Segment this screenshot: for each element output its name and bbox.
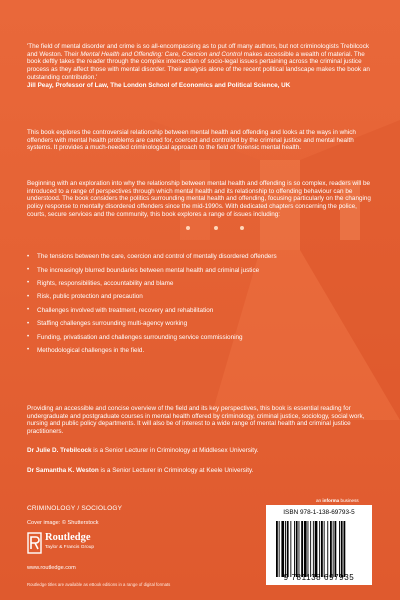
barcode-bar — [294, 521, 295, 577]
author-bio — [27, 467, 372, 475]
barcode-bar — [290, 521, 291, 577]
subject-category: CRIMINOLOGY / SOCIOLOGY — [27, 505, 123, 512]
list-item-text: Methodological challenges in the field. — [37, 346, 145, 354]
barcode-bar — [335, 521, 337, 577]
intro-paragraph — [27, 129, 372, 152]
list-item — [27, 330, 372, 343]
barcode-bar — [327, 521, 328, 577]
ebook-disclaimer: Routledge titles are available as eBook editions in a range of digital formats — [27, 582, 171, 587]
list-item-text: Funding, privatisation and challenges surrounding service commissioning — [37, 333, 243, 341]
list-item — [27, 290, 372, 303]
barcode-bar — [285, 521, 286, 577]
list-item — [27, 344, 372, 357]
author-name: Dr Julie D. Trebilcock — [27, 447, 92, 454]
isbn-number: ISBN 978-1-138-69793-5 — [283, 509, 355, 516]
informa-prefix: an — [316, 498, 323, 503]
bullet-icon: • — [27, 267, 30, 274]
barcode-icon — [275, 521, 367, 577]
publisher-website[interactable]: www.routledge.com — [27, 565, 76, 571]
barcode-bar — [313, 521, 314, 577]
barcode-bar — [315, 521, 318, 577]
bullet-icon: • — [27, 334, 30, 341]
routledge-logo — [27, 532, 117, 562]
informa-brand: informa — [322, 498, 340, 503]
list-item — [27, 304, 372, 317]
list-item — [27, 263, 372, 276]
barcode-bar — [301, 521, 303, 577]
list-item — [27, 277, 372, 290]
bullet-icon: • — [27, 307, 30, 314]
author-bio — [27, 447, 372, 455]
barcode-bar — [304, 521, 307, 577]
author-bio-text: is a Senior Lecturer in Criminology at Middlesex University. — [91, 447, 259, 454]
list-item-text: Rights, responsibilities, accountability and blame — [37, 279, 174, 287]
quote-text — [27, 43, 372, 82]
informa-suffix: business — [339, 498, 359, 503]
author-bio-text: is a Senior Lecturer in Criminology at Keele University. — [98, 467, 254, 474]
endorsement-quote — [27, 43, 372, 89]
barcode-bar — [324, 521, 325, 577]
barcode-bar — [299, 521, 300, 577]
bullet-icon: • — [27, 320, 30, 327]
cover-image-credit: Cover image: © Shutterstock — [27, 520, 99, 526]
quote-book-title: Mental Health and Offending: Care, Coercion and Control — [80, 50, 242, 58]
quote-part-2: makes accessible a wealth of material. The book deftly takes the reader through the complex intersection of socio-legal issues pertaining across the criminal justice process as they affect those with mental disorder. Their analysis alone of the recent political landscape makes the book an outstanding contribution.' — [27, 50, 370, 81]
closing-text: Providing an accessible and concise overview of the field and its key perspectives, this book is essential reading for undergraduate and postgraduate courses in mental health offered by criminology, criminal justice, sociology, social work, nursing and public policy departments. It will also be of interest to a wide range of mental health and criminal justice practitioners. — [27, 405, 365, 436]
barcode-bar — [296, 521, 298, 577]
barcode-bar — [310, 521, 311, 577]
barcode-bar — [333, 521, 334, 577]
barcode-bar — [341, 521, 343, 577]
barcode-bar — [330, 521, 332, 577]
list-item-text: The increasingly blurred boundaries between mental health and criminal justice — [37, 266, 260, 274]
closing-paragraph — [27, 405, 372, 436]
barcode-bar — [321, 521, 323, 577]
list-item-text: The tensions between the care, coercion and control of mentally disordered offenders — [37, 253, 277, 261]
bullet-icon: • — [27, 253, 30, 260]
barcode-bar — [308, 521, 309, 577]
list-item-text: Challenges involved with treatment, recovery and rehabilitation — [37, 306, 214, 314]
barcode-bar — [279, 521, 280, 577]
author-name: Dr Samantha K. Weston — [27, 467, 99, 474]
body-paragraph — [27, 180, 372, 219]
barcode-bar — [281, 521, 284, 577]
barcode-block — [266, 505, 372, 585]
publisher-name: Routledge — [45, 532, 91, 543]
barcode-digits: 9 781138 697935 — [283, 573, 355, 582]
informa-business-tag — [316, 498, 359, 503]
issues-list — [27, 250, 372, 357]
routledge-logo-icon — [27, 532, 42, 554]
intro-text: This book explores the controversial relationship between mental health and offending and looks at the ways in which offenders with mental health problems are cared for, coerced and controlled by the criminal justice and mental health systems. It provides a much-needed criminological approach to the field of forensic mental health. — [27, 129, 356, 152]
light-dot — [186, 226, 190, 230]
quote-attribution: Jill Peay, Professor of Law, The London School of Economics and Political Science, UK — [27, 81, 291, 89]
bullet-icon: • — [27, 293, 30, 300]
bullet-icon: • — [27, 280, 30, 287]
barcode-bar — [344, 521, 346, 577]
list-item-text: Staffing challenges surrounding multi-agency working — [37, 320, 188, 328]
list-item — [27, 250, 372, 263]
bullet-icon: • — [27, 347, 30, 354]
light-dot — [240, 226, 244, 230]
light-dot — [214, 226, 218, 230]
list-item — [27, 317, 372, 330]
barcode-bar — [319, 521, 320, 577]
list-item-text: Risk, public protection and precaution — [37, 293, 143, 301]
quote-part-1: 'The field of mental disorder and crime is so all-encompassing as to put off many authors, but not criminologists Trebilcock and Weston. Their — [27, 43, 370, 58]
body-text: Beginning with an exploration into why the relationship between mental health and offending is so complex, readers will be introduced to a range of perspectives through which mental health and its relationship to offending behaviour can be understood. The book considers the politics surrounding mental health and offending, focusing particularly on the changing policy response to mentally disordered offenders since the mid-1990s. With dedicated chapters concerning the police, courts, secure services and the community, this book explores a range of issues including: — [27, 180, 371, 218]
barcode-bar — [287, 521, 289, 577]
publisher-group: Taylor & Francis Group — [45, 545, 95, 550]
barcode-bar — [339, 521, 340, 577]
barcode-bar — [276, 521, 278, 577]
